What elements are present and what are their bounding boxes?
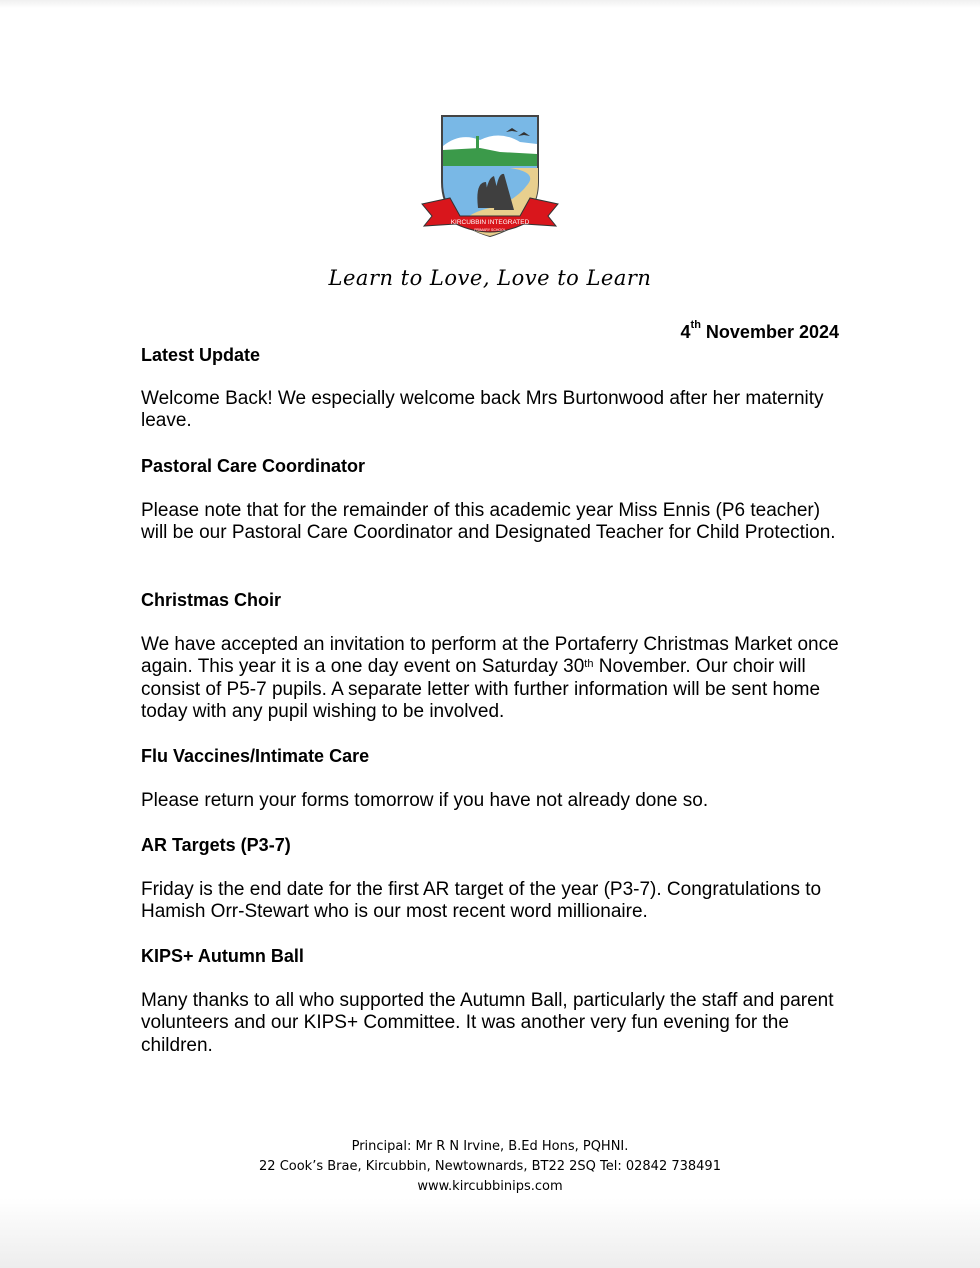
section-heading: Pastoral Care Coordinator <box>141 456 366 476</box>
section-body: Please note that for the remainder of this academic year Miss Ennis (P6 teacher) will be our Pastoral Care Coordinator and Designated Teacher for Child Protection. <box>141 500 836 544</box>
section-heading: KIPS+ Autumn Ball <box>141 946 304 966</box>
school-motto: Learn to Love, Love to Learn <box>328 266 652 290</box>
section-heading: Christmas Choir <box>141 590 282 610</box>
footer-address: 22 Cook’s Brae, Kircubbin, Newtownards, BT22 2SQ Tel: 02842 738491 <box>259 1159 721 1174</box>
section-heading: AR Targets (P3-7) <box>141 835 291 855</box>
section-body: Please return your forms tomorrow if you have not already done so. <box>141 790 709 811</box>
logo-banner-text: KIRCUBBIN INTEGRATED <box>450 219 530 226</box>
letter-footer <box>0 1137 980 1197</box>
page-edge <box>0 0 980 8</box>
section-body: Many thanks to all who supported the Autumn Ball, particularly the staff and parent volunteers and our KIPS+ Committee. It was another very fun evening for the children. <box>141 990 834 1056</box>
logo-banner-subtext: PRIMARY SCHOOL <box>474 228 506 232</box>
section-heading: Flu Vaccines/Intimate Care <box>141 746 370 766</box>
letter-date: 4th November 2024 <box>680 319 839 342</box>
school-crest-logo <box>420 112 560 240</box>
section-body: We have accepted an invitation to perform at the Portaferry Christmas Market once again. This year it is a one day event on Saturday 30th November. Our choir will consist of P5-7 pupils. A separate letter with further information will be sent home today with any pupil wishing to be involved. <box>141 634 839 722</box>
page-shadow <box>0 1198 980 1268</box>
section-heading: Latest Update <box>141 345 261 365</box>
section-body: Friday is the end date for the first AR target of the year (P3-7). Congratulations to Hamish Orr-Stewart who is our most recent word millionaire. <box>141 879 822 923</box>
footer-principal: Principal: Mr R N Irvine, B.Ed Hons, PQHNI. <box>351 1139 629 1154</box>
footer-website: www.kircubbinips.com <box>417 1179 563 1194</box>
section-body: Welcome Back! We especially welcome back Mrs Burtonwood after her maternity leave. <box>141 388 824 432</box>
